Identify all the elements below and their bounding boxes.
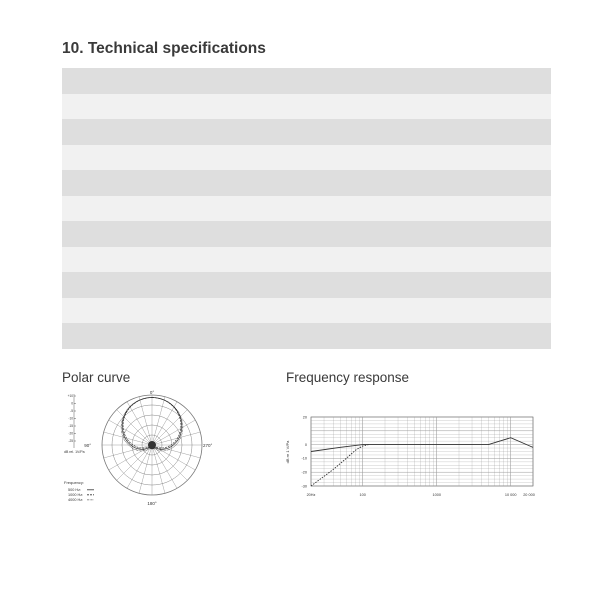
polar-angle-right: 270° [203, 443, 213, 448]
polar-grid-spoke [152, 445, 200, 458]
spec-row [62, 145, 551, 171]
freq-x-tick-label: 20Hz [306, 493, 316, 497]
frequency-response-chart [283, 412, 545, 504]
polar-scale [68, 394, 76, 448]
polar-angle-bottom: 180° [147, 501, 157, 506]
freq-x-tick-labels [307, 493, 535, 497]
polar-grid-spoke [139, 445, 152, 493]
frequency-response-title: Frequency response [286, 370, 410, 385]
polar-angle-left: 90° [84, 443, 91, 448]
freq-x-tick-label: 20 000 [523, 493, 535, 497]
freq-y-tick-labels [302, 415, 308, 488]
polar-angle-top: 0° [149, 390, 155, 395]
polar-grid-spoke [152, 432, 200, 445]
spec-row [62, 196, 551, 222]
polar-grid-spoke [152, 420, 195, 445]
polar-scale-label: -25 [68, 439, 73, 444]
spec-row [62, 221, 551, 247]
freq-x-tick-label: 100 [359, 493, 366, 497]
spec-row [62, 247, 551, 273]
spec-row [62, 68, 551, 94]
polar-curve-diagram [62, 388, 222, 508]
freq-x-tick-label: 10 000 [504, 493, 517, 497]
polar-scale-label: -5 [70, 409, 73, 414]
polar-scale-label: +10 [67, 394, 73, 399]
freq-y-axis-label: dB re 1 V/Pa [285, 440, 290, 464]
polar-grid-spoke [152, 402, 177, 445]
polar-curve-title: Polar curve [62, 370, 131, 385]
freq-x-tick-label: 1000 [432, 493, 441, 497]
spec-row [62, 298, 551, 324]
spec-row [62, 323, 551, 349]
polar-legend-label: 1000 Hz: [68, 493, 84, 497]
freq-grid [311, 417, 533, 486]
polar-grid-spoke [152, 445, 165, 493]
polar-legend-title: Frequency: [64, 480, 85, 485]
spec-row [62, 94, 551, 120]
polar-grid-spoke [104, 432, 152, 445]
polar-grid-spoke [152, 397, 165, 445]
freq-y-tick-label: 20 [302, 415, 307, 420]
polar-grid-spoke [127, 402, 152, 445]
spec-row [62, 272, 551, 298]
freq-y-tick-label: -30 [301, 484, 307, 489]
polar-grid-spoke [104, 445, 152, 458]
polar-grid-spoke [109, 420, 152, 445]
polar-legend-label: 4000 Hz: [68, 498, 84, 502]
polar-legend [68, 488, 94, 502]
polar-grid-spoke [152, 445, 177, 488]
polar-grid [102, 395, 202, 495]
polar-grid-spoke [117, 445, 152, 480]
polar-scale-label: -20 [68, 431, 73, 436]
polar-grid-spoke [127, 445, 152, 488]
polar-scale-label: -15 [68, 424, 73, 429]
polar-scale-label: 0 [71, 401, 73, 406]
freq-y-tick-label: -10 [301, 456, 307, 461]
polar-legend-label: 500 Hz: [68, 488, 82, 492]
freq-y-tick-label: -20 [301, 470, 307, 475]
freq-y-tick-label: 0 [304, 442, 307, 447]
spec-row [62, 170, 551, 196]
page-title: 10. Technical specifications [62, 40, 266, 57]
polar-scale-label: -10 [68, 416, 73, 421]
polar-unit-label: dB rel. 1V/Pa [64, 450, 85, 454]
spec-row [62, 119, 551, 145]
spec-table [62, 68, 551, 349]
polar-grid-spoke [139, 397, 152, 445]
